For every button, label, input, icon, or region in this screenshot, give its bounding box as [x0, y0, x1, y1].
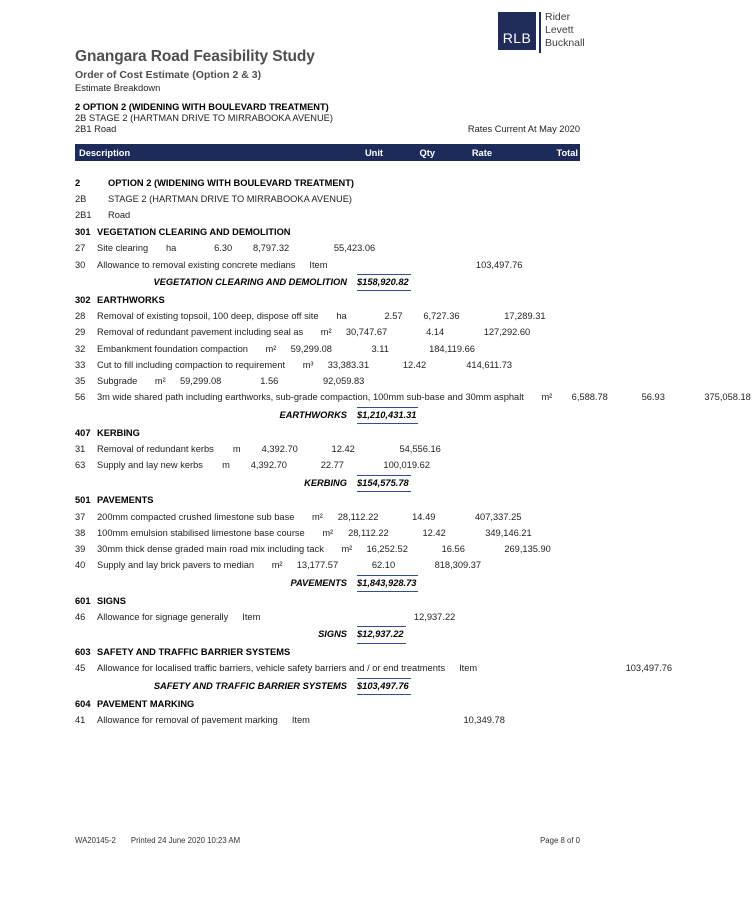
- row-number: 37: [75, 511, 86, 522]
- row-number: 38: [75, 527, 86, 538]
- item-row: [75, 457, 580, 473]
- row-qty: 4,392.70: [250, 459, 287, 470]
- table-body: [75, 175, 751, 729]
- row-description: Allowance for localised traffic barriers, vehicle safety barriers and / or end treatments: [97, 663, 446, 674]
- section-row: [75, 696, 580, 712]
- subtotal-row: [75, 274, 580, 291]
- row-number: 29: [75, 327, 86, 338]
- row-rate: 3.11: [371, 343, 389, 354]
- item-row: [75, 341, 580, 357]
- item-row: [75, 525, 580, 541]
- item-row: [75, 661, 673, 677]
- row-qty: 33,383.31: [327, 359, 370, 370]
- row-number: 41: [75, 715, 86, 725]
- subtotal-row: [75, 678, 580, 695]
- row-number: 45: [75, 663, 86, 674]
- hierarchy-row: [75, 191, 580, 207]
- row-description: Removal of redundant pavement including seal as: [97, 327, 304, 338]
- subtotal-label: EARTHWORKS: [279, 409, 347, 420]
- item-row: [75, 558, 580, 574]
- printed-timestamp: Printed 24 June 2020 10:23 AM: [130, 836, 241, 845]
- row-qty: 2.57: [384, 311, 403, 322]
- report-title: Gnangara Road Feasibility Study: [75, 48, 315, 65]
- row-rate: [440, 193, 495, 206]
- row-description: Subgrade: [97, 375, 138, 386]
- row-qty: 4,392.70: [261, 443, 298, 454]
- row-total: [495, 193, 581, 206]
- item-row: [75, 541, 580, 557]
- section-row: [75, 493, 580, 509]
- rlb-logo-abbr: RLB: [502, 30, 532, 46]
- subtotal-row: [75, 475, 580, 492]
- row-qty: 28,112.22: [337, 511, 379, 522]
- row-qty: [485, 662, 533, 675]
- logo-line-3: Bucknall: [545, 37, 585, 49]
- row-qty: 59,299.08: [179, 375, 222, 386]
- item-row: [75, 241, 580, 257]
- row-qty: [170, 209, 218, 222]
- item-row: [75, 309, 580, 325]
- row-qty: 6,588.78: [571, 392, 608, 403]
- row-rate: 4.14: [426, 327, 445, 338]
- item-row: [75, 257, 580, 273]
- row-number: 32: [75, 343, 86, 354]
- row-qty: [392, 193, 440, 206]
- row-description: Embankment foundation compaction: [97, 343, 248, 354]
- row-rate: [442, 177, 497, 190]
- subtotal-value: $154,575.78: [357, 477, 409, 488]
- row-description: Road: [108, 209, 131, 220]
- row-total: 414,611.73: [466, 359, 513, 370]
- row-qty: 28,112.22: [348, 527, 389, 538]
- row-qty: [394, 177, 442, 190]
- road-rates-line: [75, 124, 580, 134]
- row-description: Cut to fill including compaction to requirement: [97, 359, 286, 370]
- row-unit: [358, 193, 392, 206]
- row-unit: m²: [541, 392, 553, 403]
- row-total: 127,292.60: [483, 327, 531, 338]
- row-description: Allowance for removal of pavement marking: [97, 715, 278, 725]
- row-number: 2B: [75, 193, 87, 204]
- subtotal-row: [75, 626, 580, 643]
- row-unit: m²: [265, 343, 277, 354]
- section-number: 603: [75, 647, 91, 658]
- row-number: 63: [75, 459, 86, 470]
- rates-current-note: Rates Current At May 2020: [467, 124, 580, 134]
- row-rate: 22.77: [320, 459, 344, 470]
- section-row: [75, 593, 580, 609]
- row-rate: [366, 714, 421, 727]
- row-qty: [268, 611, 316, 624]
- col-header-description: Description: [79, 147, 131, 158]
- row-unit: ha: [336, 311, 347, 322]
- item-row: [75, 373, 580, 389]
- row-description: Supply and lay brick pavers to median: [97, 560, 255, 571]
- section-number: 407: [75, 427, 91, 438]
- subtotal-rule: [357, 575, 418, 592]
- item-row: [75, 325, 580, 341]
- footer-left: [75, 836, 240, 845]
- job-number: WA20145-2: [75, 836, 116, 845]
- col-header-unit: Unit: [364, 147, 384, 158]
- row-description: Supply and lay new kerbs: [97, 459, 203, 470]
- row-total: [273, 209, 359, 222]
- page-footer: [75, 836, 580, 845]
- stage-heading: 2B STAGE 2 (HARTMAN DRIVE TO MIRRABOOKA AVENUE): [75, 113, 333, 123]
- subtotal-rule: [357, 475, 411, 492]
- row-description: 3m wide shared path including earthworks, sub-grade compaction, 100mm sub-base and 30mm asphalt: [97, 392, 524, 403]
- row-rate: 1.56: [260, 375, 279, 386]
- row-unit: m³: [302, 359, 314, 370]
- section-number: 501: [75, 495, 91, 506]
- row-unit: Item: [459, 663, 478, 674]
- row-description: 200mm compacted crushed limestone sub base: [97, 511, 295, 522]
- logo-line-2: Levett: [545, 24, 574, 36]
- row-description: Removal of existing topsoil, 100 deep, dispose off site: [97, 311, 319, 322]
- row-rate: 8,797.32: [252, 243, 290, 254]
- row-total: 12,937.22: [413, 611, 456, 622]
- row-rate: 56.93: [641, 392, 665, 403]
- row-description: Site clearing: [97, 243, 149, 254]
- row-rate: 12.42: [422, 527, 446, 538]
- report-breakdown-label: Estimate Breakdown: [75, 83, 161, 93]
- section-title: PAVEMENTS: [97, 495, 154, 506]
- row-total: 818,309.37: [434, 560, 482, 571]
- row-total: 103,497.76: [625, 663, 673, 674]
- item-row: [75, 609, 580, 625]
- row-unit: [360, 177, 394, 190]
- row-unit: m²: [320, 327, 332, 338]
- row-description: STAGE 2 (HARTMAN DRIVE TO MIRRABOOKA AVENUE): [108, 193, 353, 204]
- row-number: 2B1: [75, 209, 92, 220]
- page-number: Page 8 of 0: [540, 836, 580, 845]
- row-total: 17,289.31: [504, 311, 546, 322]
- row-total: [497, 177, 583, 190]
- row-total: 10,349.78: [463, 715, 505, 725]
- hierarchy-row: [75, 175, 580, 191]
- row-description: 30mm thick dense graded main road mix including tack: [97, 543, 324, 554]
- subtotal-row: [75, 575, 580, 592]
- row-number: 30: [75, 259, 86, 270]
- section-number: 302: [75, 294, 91, 305]
- row-total: 407,337.25: [474, 511, 522, 522]
- row-rate: 6,727.36: [423, 311, 460, 322]
- row-rate: 62.10: [371, 560, 396, 571]
- section-title: SIGNS: [97, 595, 126, 606]
- row-total: 184,119.66: [429, 343, 475, 354]
- row-description: Removal of redundant kerbs: [97, 443, 214, 454]
- col-header-total: Total: [556, 147, 578, 158]
- subtotal-rule: [357, 678, 411, 695]
- road-heading: 2B1 Road: [75, 124, 117, 134]
- row-unit: Item: [242, 611, 261, 622]
- row-number: 56: [75, 392, 86, 403]
- row-total: 92,059.83: [322, 375, 365, 386]
- section-title: SAFETY AND TRAFFIC BARRIER SYSTEMS: [97, 647, 291, 658]
- row-number: 2: [75, 177, 81, 188]
- row-description: Allowance for signage generally: [97, 611, 229, 622]
- subtotal-rule: [357, 274, 411, 291]
- row-qty: [318, 714, 366, 727]
- logo-line-1: Rider: [545, 11, 571, 23]
- row-unit: [136, 209, 170, 222]
- row-qty: 13,177.57: [296, 560, 339, 571]
- row-unit: m²: [341, 543, 353, 554]
- row-unit: Item: [291, 715, 310, 725]
- report-content: [75, 0, 751, 729]
- row-number: 39: [75, 543, 86, 554]
- row-qty: [335, 259, 383, 272]
- row-rate: 14.49: [412, 511, 436, 522]
- row-number: 33: [75, 359, 86, 370]
- item-row: [75, 713, 580, 729]
- section-title: VEGETATION CLEARING AND DEMOLITION: [97, 227, 291, 238]
- row-qty: 30,747.67: [345, 327, 388, 338]
- row-total: 103,497.76: [475, 259, 523, 270]
- row-total: 100,019.62: [383, 459, 430, 470]
- section-number: 301: [75, 227, 91, 238]
- row-rate: 12.42: [331, 443, 355, 454]
- row-number: 31: [75, 443, 86, 454]
- row-rate: [533, 662, 588, 675]
- col-header-rate: Rate: [471, 147, 492, 158]
- table-header: [75, 144, 580, 161]
- row-rate: [383, 259, 438, 272]
- row-number: 27: [75, 243, 86, 254]
- row-unit: m²: [271, 560, 283, 571]
- item-row: [75, 390, 751, 406]
- section-number: 601: [75, 595, 91, 606]
- row-description: Allowance to removal existing concrete medians: [97, 259, 296, 270]
- subtotal-value: $12,937.22: [357, 629, 404, 640]
- row-rate: 16.56: [441, 543, 465, 554]
- item-row: [75, 509, 580, 525]
- row-qty: 59,299.08: [290, 343, 332, 354]
- section-row: [75, 292, 580, 308]
- row-number: 40: [75, 560, 86, 571]
- row-number: 35: [75, 375, 86, 386]
- row-rate: [316, 611, 371, 624]
- row-description: 100mm emulsion stabilised limestone base course: [97, 527, 305, 538]
- row-total: 349,146.21: [485, 527, 532, 538]
- row-description: OPTION 2 (WIDENING WITH BOULEVARD TREATMENT): [108, 177, 355, 188]
- row-qty: 16,252.52: [366, 543, 408, 554]
- row-number: 46: [75, 611, 86, 622]
- subtotal-label: VEGETATION CLEARING AND DEMOLITION: [153, 277, 347, 288]
- col-header-qty: Qty: [419, 147, 435, 158]
- item-row: [75, 441, 580, 457]
- option-heading: 2 OPTION 2 (WIDENING WITH BOULEVARD TREATMENT): [75, 102, 329, 112]
- subtotal-label: PAVEMENTS: [290, 577, 347, 588]
- item-row: [75, 357, 580, 373]
- section-title: KERBING: [97, 427, 140, 438]
- subtotal-label: SIGNS: [318, 629, 347, 640]
- row-rate: [218, 209, 273, 222]
- hierarchy-row: [75, 207, 580, 223]
- subtotal-label: KERBING: [304, 477, 347, 488]
- subtotal-value: $1,210,431.31: [357, 409, 417, 420]
- subtotal-value: $158,920.82: [357, 277, 409, 288]
- row-unit: m: [222, 459, 230, 470]
- section-title: EARTHWORKS: [97, 294, 165, 305]
- section-title: PAVEMENT MARKING: [97, 698, 195, 709]
- row-unit: m²: [154, 375, 166, 386]
- row-rate: 12.42: [402, 359, 427, 370]
- subtotal-value: $1,843,928.73: [357, 577, 417, 588]
- report-subtitle: Order of Cost Estimate (Option 2 & 3): [75, 69, 262, 81]
- subtotal-row: [75, 407, 580, 424]
- row-number: 28: [75, 311, 86, 322]
- row-total: 375,058.18: [704, 392, 751, 403]
- section-row: [75, 425, 580, 441]
- subtotal-value: $103,497.76: [357, 681, 409, 692]
- subtotal-rule: [357, 407, 418, 424]
- section-row: [75, 225, 580, 241]
- row-total: 54,556.16: [399, 443, 441, 454]
- section-number: 604: [75, 698, 91, 709]
- subtotal-rule: [357, 626, 406, 643]
- row-unit: ha: [166, 243, 177, 254]
- row-qty: 6.30: [214, 243, 233, 254]
- row-total: 269,135.90: [504, 543, 551, 554]
- row-unit: m²: [322, 527, 334, 538]
- section-row: [75, 645, 580, 661]
- row-total: 55,423.06: [333, 243, 376, 254]
- row-unit: Item: [309, 259, 328, 270]
- row-unit: m: [232, 443, 241, 454]
- row-unit: m²: [311, 511, 323, 522]
- subtotal-label: SAFETY AND TRAFFIC BARRIER SYSTEMS: [153, 681, 347, 692]
